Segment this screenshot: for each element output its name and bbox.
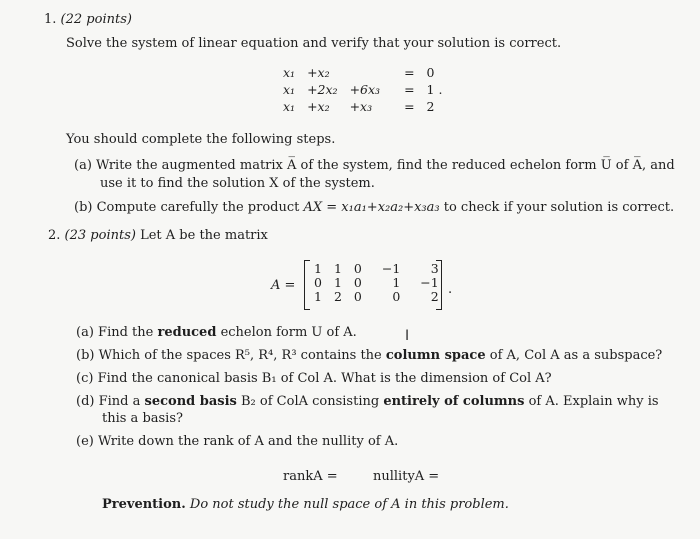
problem-2-prompt: Let A be the matrix [140,228,268,243]
part-emphasis: second basis [144,394,237,409]
rank-label: rankA = [283,469,338,484]
part-text: of A, Col A as a subspace? [489,348,663,363]
matrix-cell: 0 [353,289,362,304]
p2-part-b [76,348,662,363]
p2-part-d [76,394,659,409]
matrix-cell: 1 [333,261,342,276]
rhs: 2 [426,99,435,114]
problem-1-points: (22 points) [60,12,132,27]
p2-part-a [76,325,357,340]
p2-part-c [76,371,552,386]
term: x₁ [283,99,296,114]
term: +x₃ [349,99,373,114]
matrix-cell: −1 [381,261,401,276]
part-text: Find a [98,394,141,409]
matrix-cell: 1 [392,275,401,290]
rhs: 1 . [426,82,443,97]
prevention-heading: Prevention. [102,497,186,512]
part-text: to check if your solution is correct. [443,200,675,215]
term: +2x₂ [307,82,338,97]
problem-2-number: 2. [48,228,61,243]
matrix-cell: 0 [353,261,362,276]
part-label: (e) [76,434,94,449]
part-label: (a) [76,325,94,340]
part-label: (a) [74,158,92,173]
product-expression: AX = x₁a₁+x₂a₂+x₃a₃ [303,200,440,215]
prevention-note [102,497,509,512]
part-text: Find the canonical basis B₁ of Col A. What is the dimension of Col A? [97,371,552,386]
equation-system [277,64,448,115]
matrix-cell: 3 [430,261,439,276]
p1-part-b [74,200,674,215]
equation-row [277,98,448,115]
matrix-cell: 1 [314,289,322,304]
matrix-cell: 0 [392,289,401,304]
problem-1-header [44,12,132,27]
part-text: Write down the rank of A and the nullity of A. [97,434,399,449]
part-text: of A. Explain why is [528,394,659,409]
part-text: Which of the spaces R⁵, R⁴, R³ contains the [98,348,382,363]
problem-1-prompt: Solve the system of linear equation and verify that your solution is correct. [66,36,562,51]
matrix-cell: 1 [314,261,322,276]
part-label: (d) [76,394,95,409]
term: x₁ [283,65,296,80]
part-label: (c) [76,371,94,386]
matrix-cell: 0 [314,275,322,290]
problem-1-number: 1. [44,12,57,27]
matrix-label: A = [271,278,296,293]
part-emphasis: reduced [157,325,217,340]
term [344,64,387,81]
matrix-a [308,262,445,304]
rhs: 0 [426,65,435,80]
p2-part-e [76,434,398,449]
p1-part-a-line2: use it to find the solution X of the system. [100,176,375,191]
matrix-cell: 2 [430,289,439,304]
part-text: echelon form U of A. [220,325,357,340]
part-emphasis: column space [385,348,486,363]
matrix-row [308,276,445,290]
part-text: Write the augmented matrix A̅ of the system, find the reduced echelon form U̅ of A̅, and [96,158,675,173]
term: x₁ [283,82,296,97]
steps-intro: You should complete the following steps. [66,132,336,147]
part-label: (b) [74,200,93,215]
equals-sign: = [404,99,415,114]
part-emphasis: entirely of columns [383,394,525,409]
matrix-cell: 2 [333,289,342,304]
equals-sign: = [404,82,415,97]
problem-2-points: (23 points) [64,228,136,243]
matrix-cell: 0 [353,275,362,290]
p1-part-a [74,158,675,173]
nullity-label: nullityA = [373,469,440,484]
text-cursor-icon: I [405,328,410,344]
equation-row [277,64,448,81]
matrix-cell: 1 [333,275,342,290]
part-text: B₂ of ColA consisting [241,394,380,409]
part-text: Compute carefully the product [96,200,300,215]
term: +x₂ [307,99,330,114]
p2-part-d-line2: this a basis? [102,411,183,426]
term: +x₂ [307,65,330,80]
equals-sign: = [404,65,415,80]
equation-row [277,81,448,98]
part-label: (b) [76,348,95,363]
matrix-cell: −1 [420,275,439,290]
matrix-row [308,290,445,304]
term: +6x₃ [349,82,381,97]
prevention-text: Do not study the null space of A in this problem. [189,497,509,512]
problem-2-header [48,228,268,243]
matrix-row [308,262,445,276]
matrix-period: . [448,282,453,297]
part-text: Find the [98,325,154,340]
